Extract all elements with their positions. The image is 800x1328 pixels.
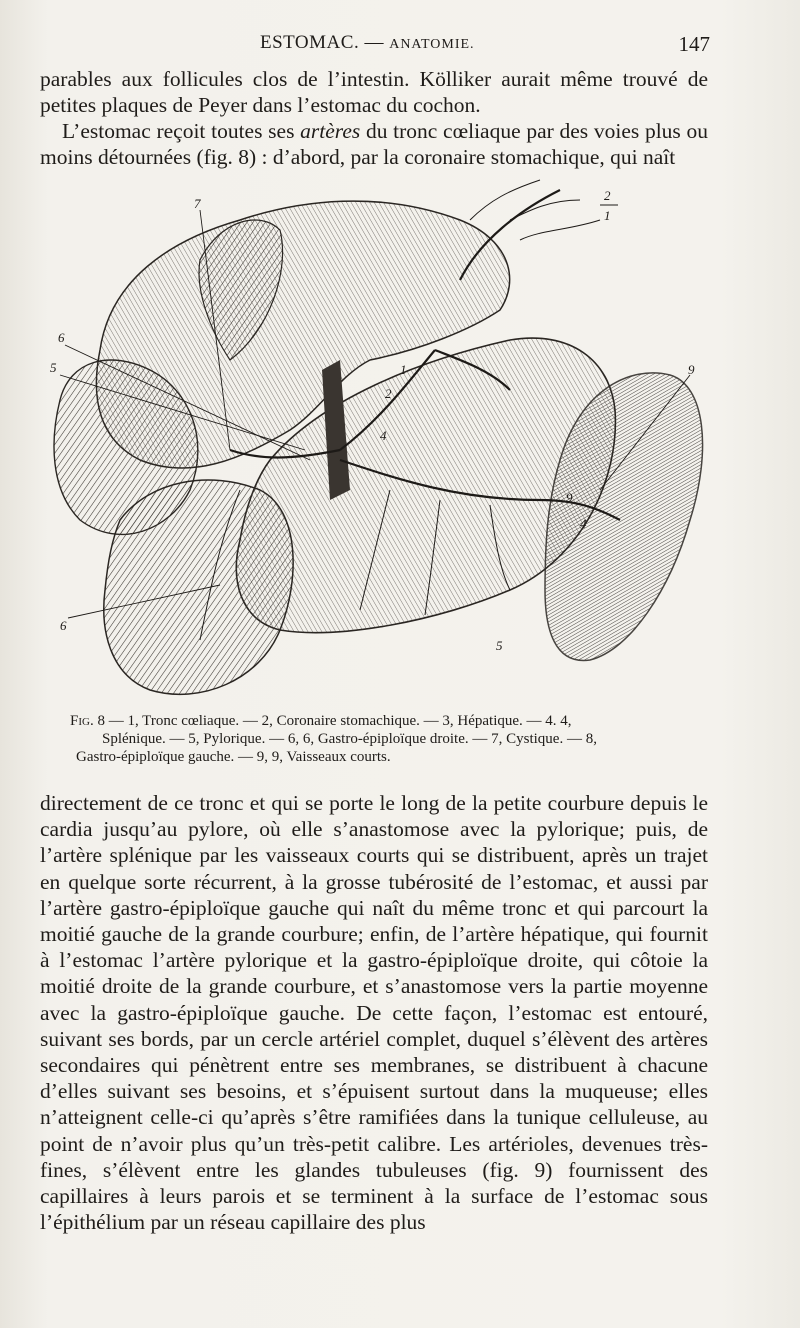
header-dash: —: [364, 32, 384, 53]
caption-prefix: Fig. 8: [70, 713, 105, 729]
label-2: 2: [385, 386, 392, 401]
paragraph-1: parables aux follicules clos de l’intestin. Kölliker aurait même trouvé de petites plaques de Peyer dans l’estomac du cochon.: [40, 67, 708, 118]
label-4b: 4: [580, 516, 587, 531]
label-4: 4: [380, 428, 387, 443]
paragraph-3: directement de ce tronc et qui se porte le long de la petite courbure depuis le cardia jusqu’au pylore, où elle s’anastomose avec la pylorique; puis, de l’artère splénique par les vaisseaux courts qui se distribuent, après un trajet en quelque sorte récurrent, à la grosse tubérosité de l’estomac, et aussi par l’artère gastro-épiploïque gauche qui naît du même tronc et qui parcourt la moitié gauche de la grande courbure; enfin, de l’artère hépatique, qui fournit à l’estomac l’artère pylorique et la gastro-épiploïque droite, qui côtoie la moitié droite de la grande courbure, et s’anastomose vers la partie moyenne avec la gastro-épiploïque gauche. De cette façon, l’estomac est entouré, suivant ses bords, par un cercle artériel complet, duquel s’élèvent des artères secondaires qui pénètrent entre ses membranes, se distribuent à chacune d’elles suivant ses besoins, et s’épuisent surtout dans la muqueuse; elles n’atteignent celle-ci qu’après s’être ramifiées dans la tunique celluleuse, au point de n’avoir plus qu’un très-petit calibre. Les artérioles, devenues très-fines, s’élèvent entre les glandes tubuleuses (fig. 9) fournissent des capillaires à leurs parois et se terminent à la surface de l’estomac sous l’épithélium par un réseau capillaire des plus: [40, 791, 708, 1235]
caption-line-1: — 1, Tronc cœliaque. — 2, Coronaire stomachique. — 3, Hépatique. — 4. 4,: [108, 713, 572, 729]
caption-line-3: Gastro-épiploïque gauche. — 9, 9, Vaisseaux courts.: [76, 749, 391, 765]
paragraph-2-start: L’estomac reçoit toutes ses: [62, 119, 301, 143]
figure-caption: [70, 712, 710, 766]
page-number: 147: [678, 32, 710, 56]
header-title-text: ESTOMAC.: [260, 32, 360, 53]
label-6: 6: [58, 330, 65, 345]
label-5b: 5: [496, 638, 503, 653]
header-section: ANATOMIE.: [389, 37, 475, 52]
anatomical-figure: [40, 160, 720, 708]
label-9: 9: [688, 362, 695, 377]
label-5: 5: [50, 360, 57, 375]
label-fraction-den: 1: [604, 208, 611, 223]
label-1: 1: [400, 362, 407, 377]
stomach-engraving: [40, 160, 720, 708]
label-9b: 9: [566, 490, 573, 505]
paragraph-2-end: du tronc cœliaque par des voies plus ou moins détournées (fig. 8) : d’abord, par la coronaire stomachique, qui naît: [40, 119, 708, 170]
paragraph-2-emphasis: artères: [300, 119, 361, 143]
running-title: [260, 32, 475, 54]
label-fraction-num: 2: [604, 188, 611, 203]
running-header: [40, 30, 708, 60]
label-6b: 6: [60, 618, 67, 633]
label-7: 7: [194, 196, 201, 211]
caption-line-2: Splénique. — 5, Pylorique. — 6, 6, Gastro-épiploïque droite. — 7, Cystique. — 8,: [102, 731, 597, 747]
